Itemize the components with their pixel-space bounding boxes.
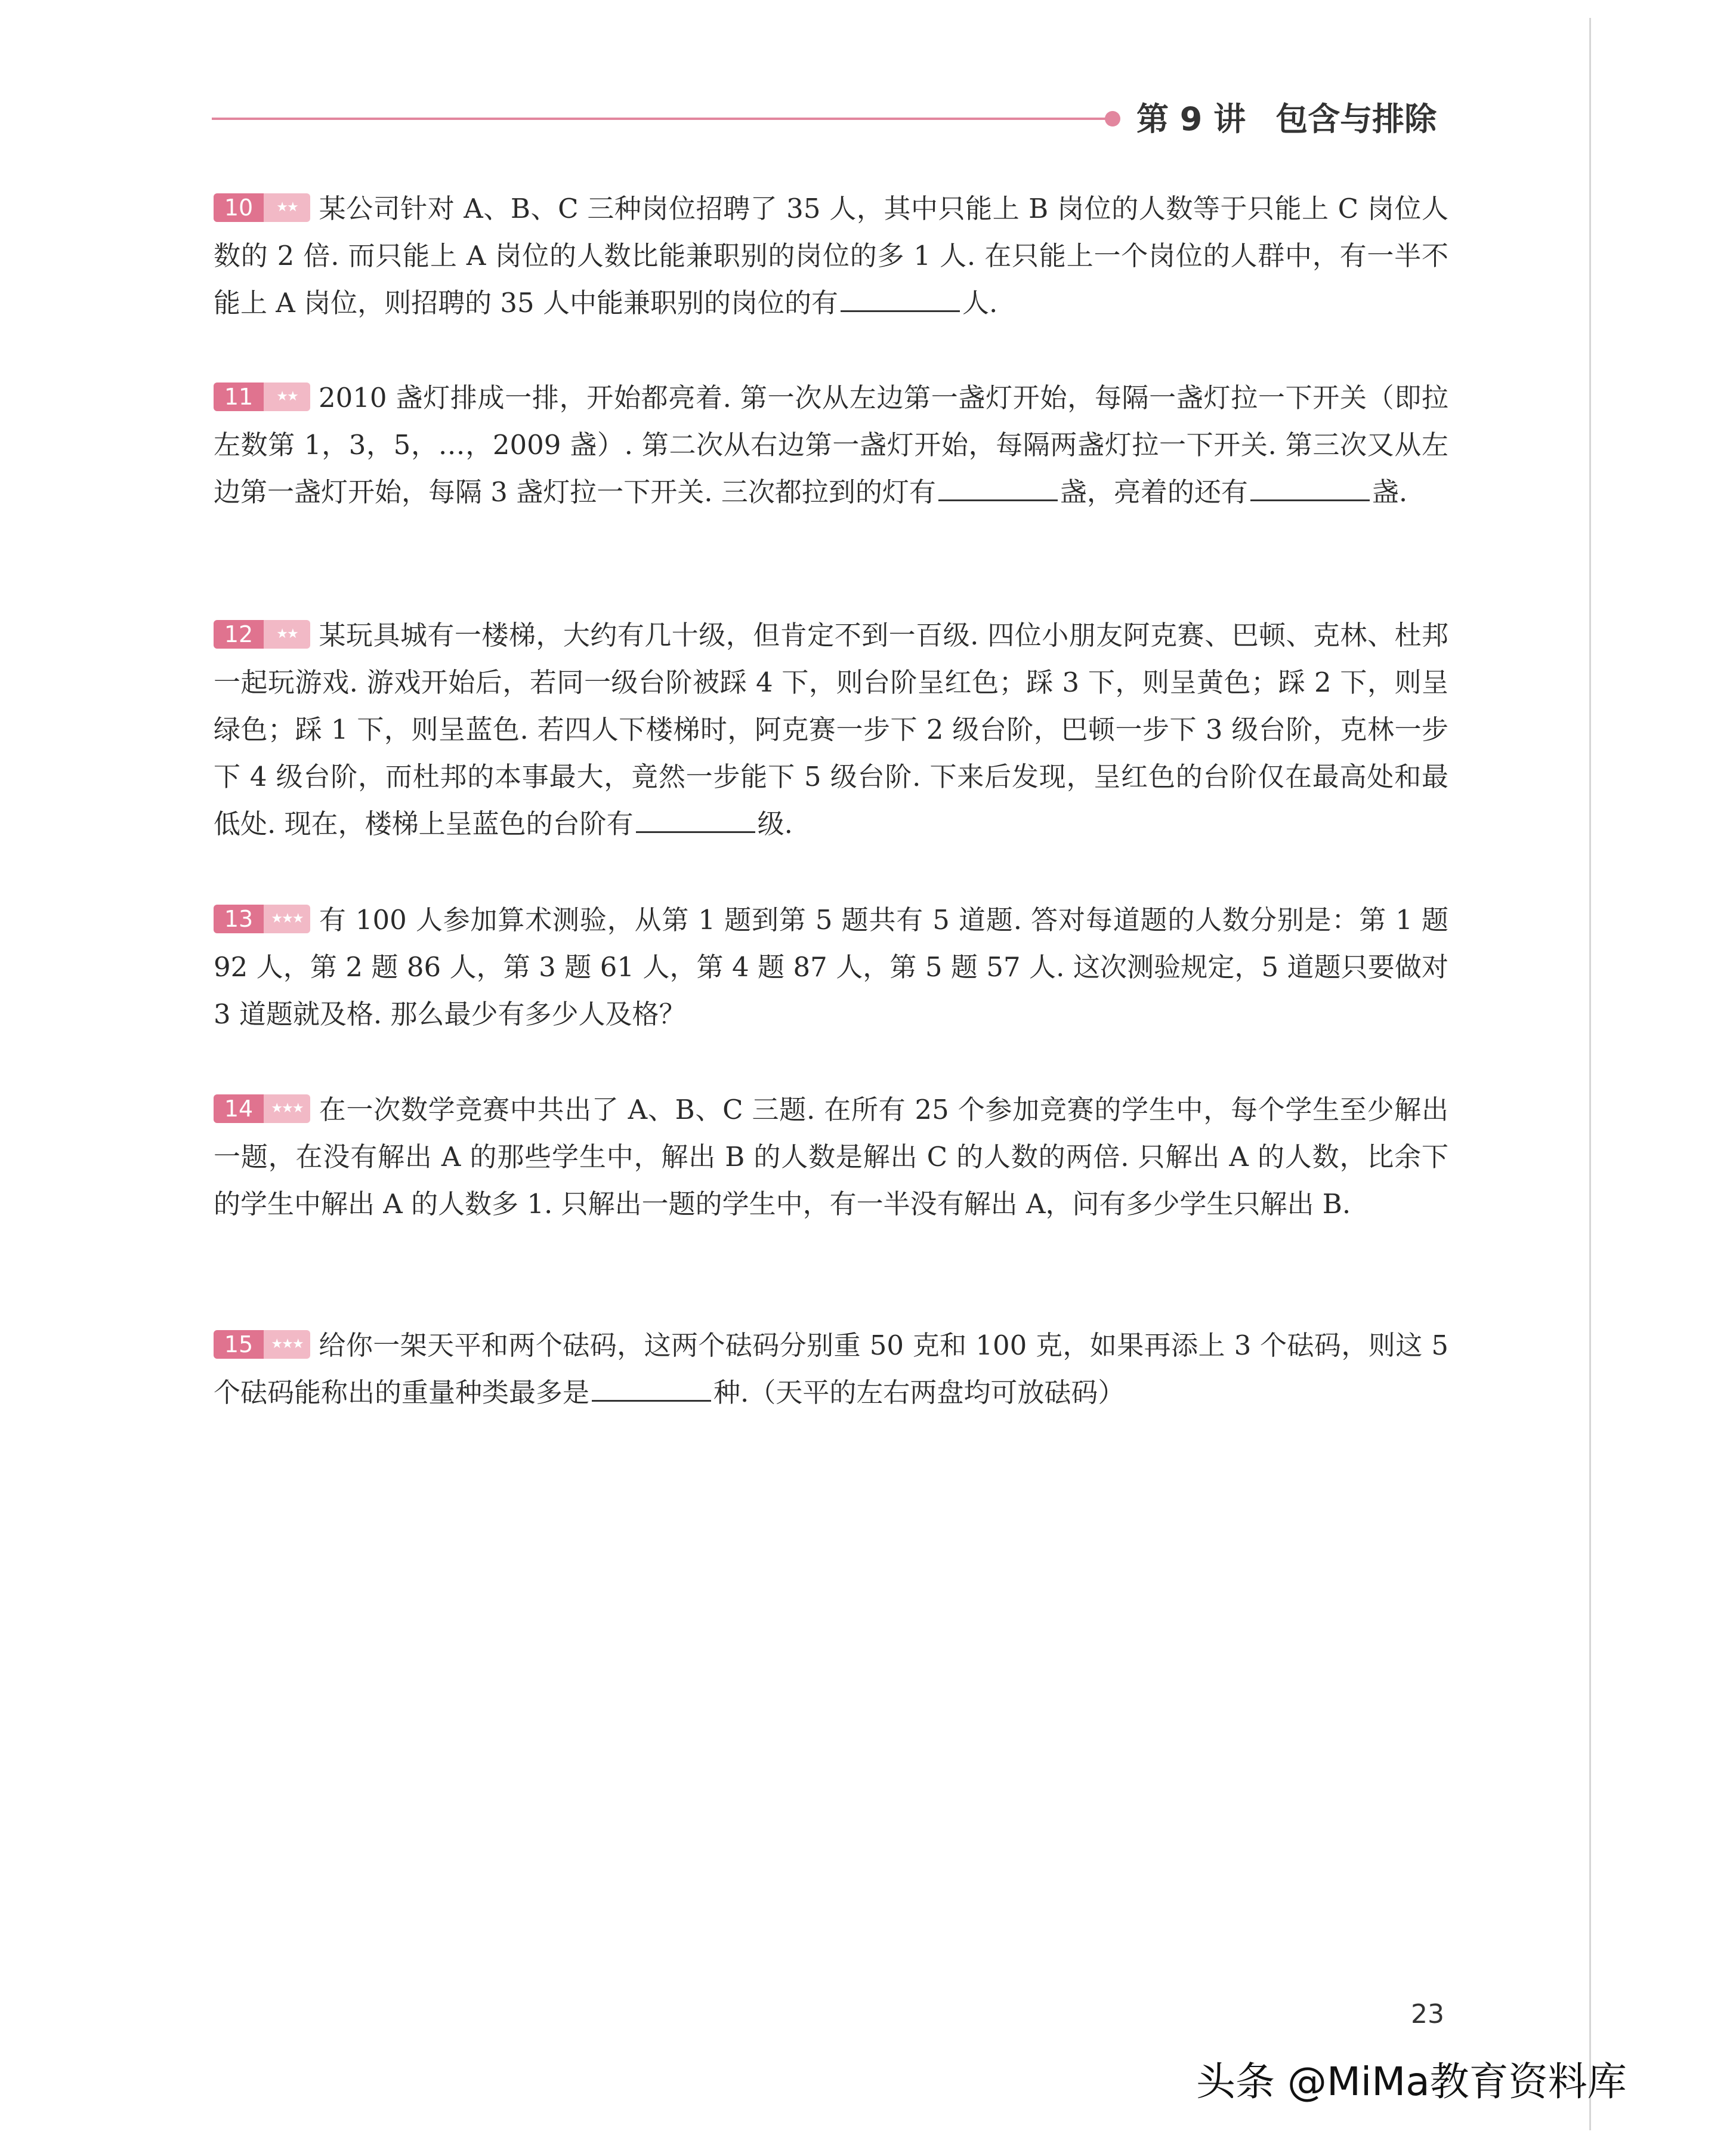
problem-number: 11 — [214, 383, 264, 411]
problem-text-end: 级. — [757, 808, 793, 840]
answer-blank — [1250, 468, 1370, 501]
problem-12 — [214, 612, 1448, 847]
header-dot-icon — [1105, 111, 1120, 127]
difficulty-stars-icon: ★★ — [264, 193, 310, 222]
problem-badge — [214, 905, 310, 933]
problem-11 — [214, 374, 1448, 516]
problem-badge — [214, 1094, 310, 1123]
answer-blank — [636, 800, 755, 833]
problem-number: 14 — [214, 1094, 264, 1123]
problem-number: 10 — [214, 193, 264, 222]
problem-text-middle: 盏，亮着的还有 — [1059, 476, 1248, 508]
problem-badge — [214, 193, 310, 222]
page-edge — [1589, 18, 1591, 2130]
problem-text: 2010 盏灯排成一排，开始都亮着. 第一次从左边第一盏灯开始，每隔一盏灯拉一下开关（即拉左数第 1，3，5，…，2009 盏）. 第二次从右边第一盏灯开始，每隔两盏灯拉一下开关. 第三次又从左边第一盏灯开始，每隔 3 盏灯拉一下开关. 三次都拉到的灯有 — [214, 382, 1448, 508]
problem-badge — [214, 1330, 310, 1359]
problem-number: 13 — [214, 905, 264, 933]
problem-text-end: 种.（天平的左右两盘均可放砝码） — [713, 1377, 1125, 1408]
problem-text-end: 盏. — [1371, 476, 1408, 508]
problem-15 — [214, 1322, 1448, 1416]
problem-badge — [214, 620, 310, 649]
watermark: 头条 @MiMa教育资料库 — [1196, 2059, 1627, 2105]
lecture-number: 第 9 讲 — [1136, 100, 1246, 138]
problem-14 — [214, 1086, 1448, 1227]
problem-number: 15 — [214, 1330, 264, 1359]
difficulty-stars-icon: ★★ — [264, 383, 310, 411]
problem-text: 有 100 人参加算术测验，从第 1 题到第 5 题共有 5 道题. 答对每道题的人数分别是：第 1 题 92 人，第 2 题 86 人，第 3 题 61 人，第 4 题 87 人，第 5 题 57 人. 这次测验规定，5 道题只要做对 3 道题就及格. 那么最少有多少人及格？ — [214, 904, 1448, 1030]
answer-blank — [841, 279, 960, 312]
difficulty-stars-icon: ★★★ — [264, 905, 310, 933]
problem-number: 12 — [214, 620, 264, 649]
problem-text-end: 人. — [962, 287, 998, 319]
chapter-header — [1136, 95, 1447, 143]
header-rule — [212, 118, 1110, 120]
answer-blank — [938, 468, 1058, 501]
difficulty-stars-icon: ★★ — [264, 620, 310, 649]
problem-13 — [214, 896, 1448, 1038]
page-number: 23 — [1411, 1999, 1444, 2029]
problem-text: 在一次数学竞赛中共出了 A、B、C 三题. 在所有 25 个参加竞赛的学生中，每个学生至少解出一题，在没有解出 A 的那些学生中，解出 B 的人数是解出 C 的人数的两倍. 只解出 A 的人数，比余下的学生中解出 A 的人数多 1. 只解出一题的学生中，有一半没有解出 A，问有多少学生只解出 B. — [214, 1094, 1448, 1220]
problem-10 — [214, 185, 1448, 326]
problem-badge — [214, 383, 310, 411]
problem-text: 某玩具城有一楼梯，大约有几十级，但肯定不到一百级. 四位小朋友阿克赛、巴顿、克林、杜邦一起玩游戏. 游戏开始后，若同一级台阶被踩 4 下，则台阶呈红色；踩 3 下，则呈黄色；踩 2 下，则呈绿色；踩 1 下，则呈蓝色. 若四人下楼梯时，阿克赛一步下 2 级台阶，巴顿一步下 3 级台阶，克林一步下 4 级台阶，而杜邦的本事最大，竟然一步能下 5 级台阶. 下来后发现，呈红色的台阶仅在最高处和最低处. 现在，楼梯上呈蓝色的台阶有 — [214, 619, 1448, 840]
difficulty-stars-icon: ★★★ — [264, 1094, 310, 1123]
difficulty-stars-icon: ★★★ — [264, 1330, 310, 1359]
problem-text: 给你一架天平和两个砝码，这两个砝码分别重 50 克和 100 克，如果再添上 3 个砝码，则这 5 个砝码能称出的重量种类最多是 — [214, 1330, 1448, 1408]
chapter-title: 包含与排除 — [1275, 100, 1437, 138]
problem-text: 某公司针对 A、B、C 三种岗位招聘了 35 人，其中只能上 B 岗位的人数等于只能上 C 岗位人数的 2 倍. 而只能上 A 岗位的人数比能兼职别的岗位的多 1 人. 在只能上一个岗位的人群中，有一半不能上 A 岗位，则招聘的 35 人中能兼职别的岗位的有 — [214, 193, 1448, 319]
answer-blank — [592, 1369, 711, 1402]
